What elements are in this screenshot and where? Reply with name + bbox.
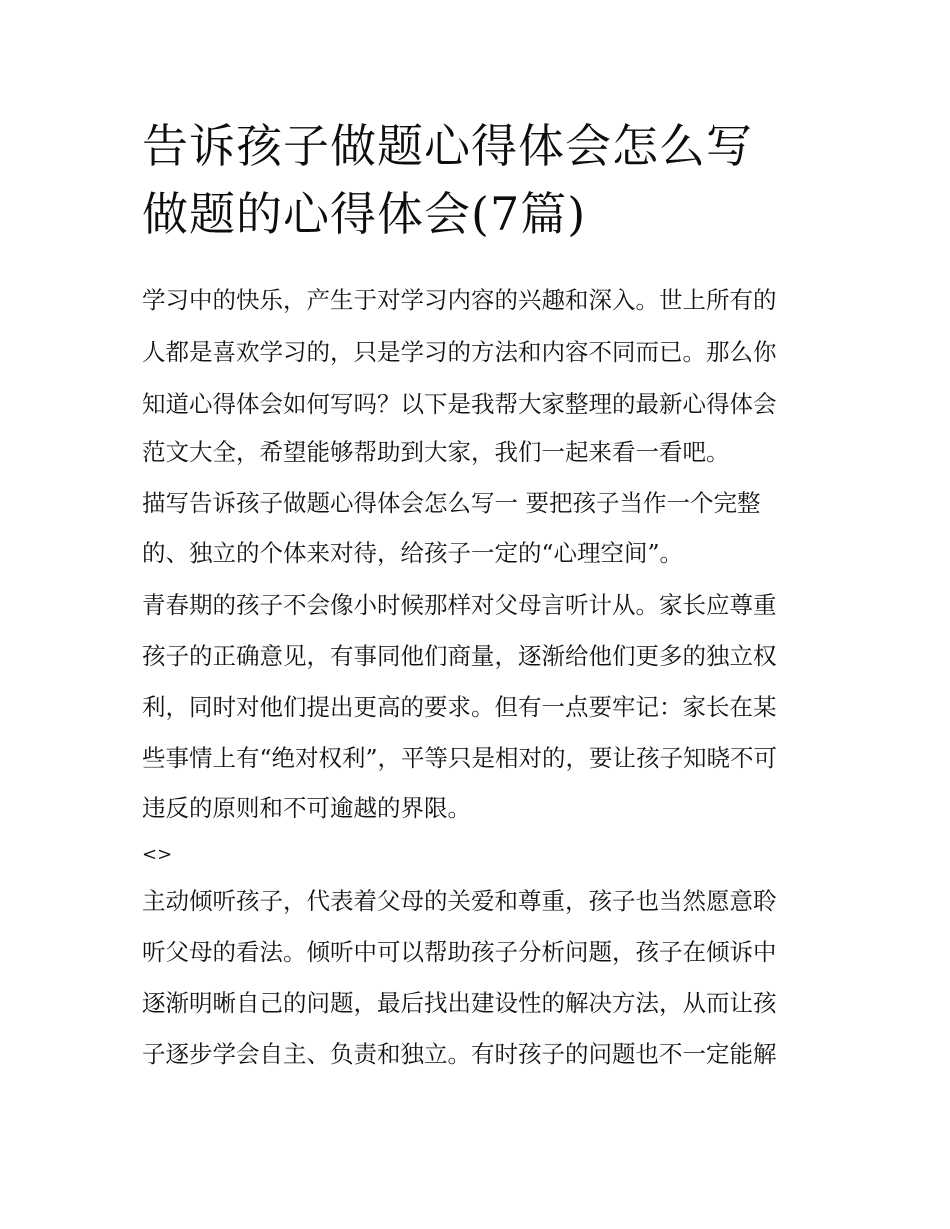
body-line-15: 逐渐明晰自己的问题，最后找出建设性的解决方法，从而让孩	[142, 989, 777, 1017]
body-line-12: <>	[142, 844, 173, 865]
body-line-11: 违反的原则和不可逾越的界限。	[142, 794, 471, 822]
body-line-5: 描写告诉孩子做题心得体会怎么写一 要把孩子当作一个完整	[142, 489, 761, 517]
body-line-10: 些事情上有“绝对权利”，平等只是相对的，要让孩子知晓不可	[142, 744, 778, 772]
body-line-14: 听父母的看法。倾听中可以帮助孩子分析问题，孩子在倾诉中	[142, 938, 777, 966]
body-line-2: 人都是喜欢学习的，只是学习的方法和内容不同而已。那么你	[142, 338, 777, 366]
body-line-9: 利，同时对他们提出更高的要求。但有一点要牢记：家长在某	[142, 693, 777, 721]
body-line-4: 范文大全，希望能够帮助到大家，我们一起来看一看吧。	[142, 438, 730, 466]
title-line-2: 做题的心得体会(7篇)	[142, 187, 587, 241]
body-line-7: 青春期的孩子不会像小时候那样对父母言听计从。家长应尊重	[142, 591, 777, 619]
body-line-6: 的、独立的个体来对待，给孩子一定的“心理空间”。	[142, 539, 684, 567]
body-line-8: 孩子的正确意见，有事同他们商量，逐渐给他们更多的独立权	[142, 642, 777, 670]
body-line-16: 子逐步学会自主、负责和独立。有时孩子的问题也不一定能解	[142, 1040, 777, 1068]
body-line-3: 知道心得体会如何写吗？以下是我帮大家整理的最新心得体会	[142, 390, 777, 418]
body-line-1: 学习中的快乐，产生于对学习内容的兴趣和深入。世上所有的	[142, 286, 777, 314]
title-line-1: 告诉孩子做题心得体会怎么写	[142, 119, 753, 173]
body-line-13: 主动倾听孩子，代表着父母的关爱和尊重，孩子也当然愿意聆	[142, 887, 777, 915]
document-title	[142, 112, 842, 248]
